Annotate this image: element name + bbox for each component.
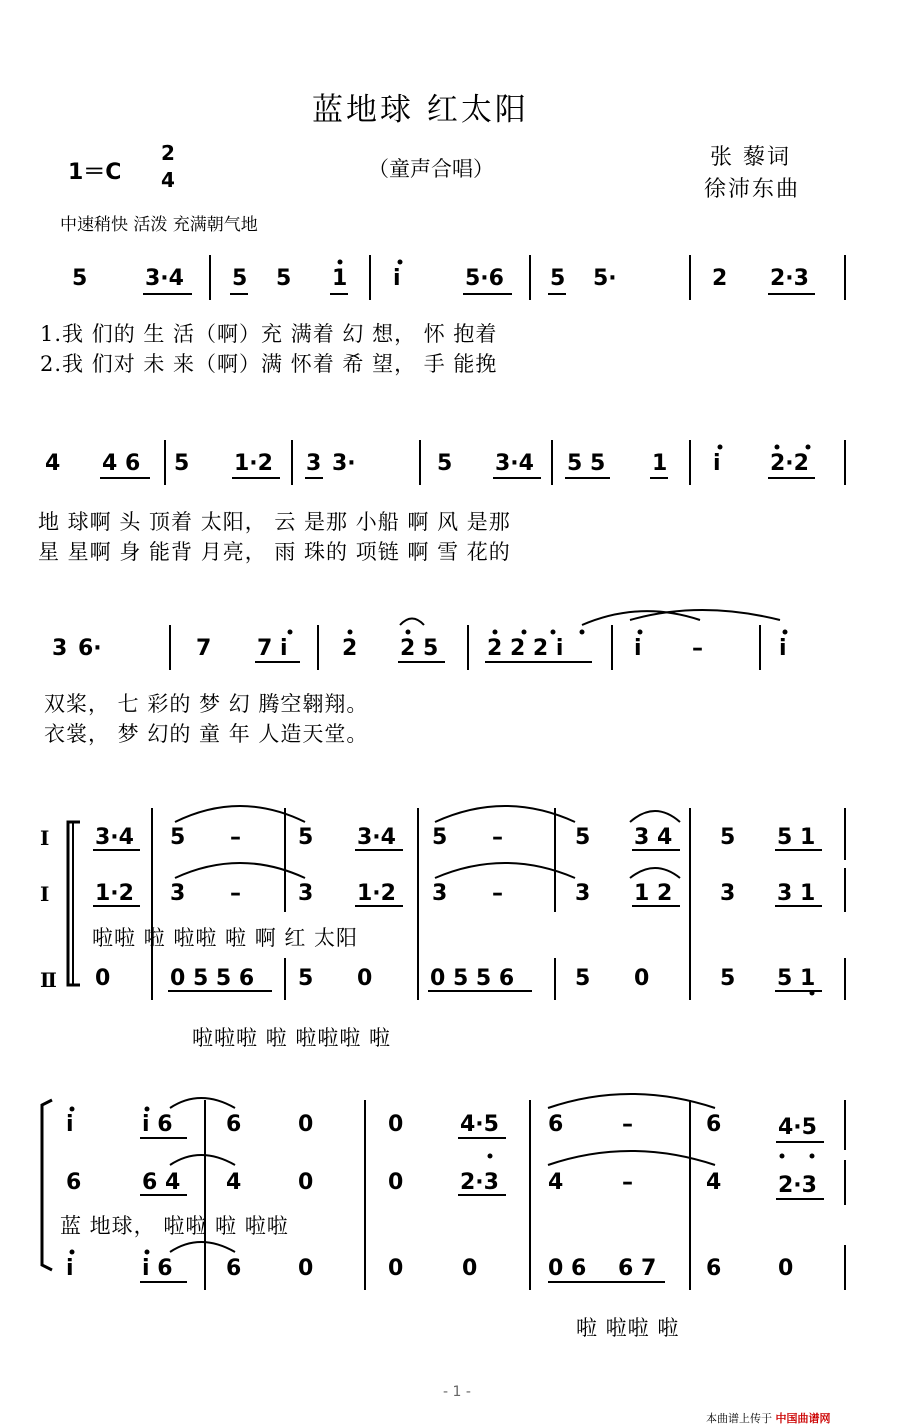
page-title: 蓝地球 红太阳 — [312, 92, 529, 128]
time-signature-denominator: 4 — [161, 168, 175, 192]
lyrics-system5-lower: 啦 啦啦 啦 — [576, 1316, 680, 1340]
lyrics-verse1-line2: 地 球啊 头 顶着 太阳， 云 是那 小船 啊 风 是那 — [38, 510, 511, 534]
lyrics-verse2-line3: 衣裳， 梦 幻的 童 年 人造天堂。 — [44, 722, 369, 746]
lyrics-verse2-line2: 星 星啊 身 能背 月亮， 雨 珠的 项链 啊 雪 花的 — [38, 540, 511, 564]
lyrics-system4-lower: 啦啦啦 啦 啦啦啦 啦 — [192, 1026, 392, 1050]
key-signature: 1＝C — [68, 160, 122, 185]
part-label-1: I — [40, 826, 50, 850]
watermark-prefix: 本曲谱上传于 — [706, 1412, 772, 1425]
lyrics-verse1-line1: 1.我 们的 生 活（啊）充 满着 幻 想， 怀 抱着 — [40, 322, 498, 346]
subtitle: （童声合唱） — [368, 157, 494, 181]
part-label-3: Ⅱ — [40, 968, 57, 992]
time-signature-numerator: 2 — [161, 141, 175, 165]
score-page: 蓝地球 红太阳 1＝C 2 4 （童声合唱） 张 藜词 徐沛东曲 中速稍快 活泼 充满朝气地 1.我 们的 生 活（啊）充 满着 幻 想， 怀 抱着 2.我 们对 未 来（啊）满 怀着 希 望， 手 能挽 地 球啊 头 顶着 太阳， 云 是那 小船 啊 风 是那 星 星啊 身 能背 月亮， 雨 珠的 项链 啊 雪 花的 双桨， 七 彩的 梦 幻 腾空翱翔。 衣裳， 梦 幻的 童 年 人造天堂。 啦啦 啦 啦啦 啦 啊 红 太阳 啦啦啦 啦 啦啦啦 啦 蓝 地球， 啦啦 啦 啦啦 啦 啦啦 啦 I I Ⅱ - 1 - 本曲谱上传于 中国曲谱网 5 3·4 5 5 1 i 5·6 5 5· 2 2·3 4 4 6 5 1·2 3 3· 5 3·4 5 5 1 i 2·2 3 6· 7 7 i 2 2 5 2 2 2 i i – i 3·4 5 – 5 3·4 5 – 5 3 4 5 5 1 1·2 3 – 3 1·2 3 – 3 1 2 3 3 1 0 0 5 5 6 5 0 0 5 5 6 5 0 5 5 1 i i 6 6 0 0 4·5 6 – 6 4·5 6 6 4 4 0 0 2·3 4 – 4 2·3 i i 6 6 0 0 0 0 6 6 7 6 0 — [0, 0, 900, 1428]
lyrics-system5-upper: 蓝 地球， 啦啦 啦 啦啦 — [60, 1214, 289, 1238]
composer-credit: 徐沛东曲 — [704, 177, 801, 202]
watermark-brand: 中国曲谱网 — [775, 1412, 831, 1425]
lyrics-system4-upper: 啦啦 啦 啦啦 啦 啊 红 太阳 — [92, 926, 359, 950]
lyrics-verse2-line1: 2.我 们对 未 来（啊）满 怀着 希 望， 手 能挽 — [40, 352, 498, 376]
page-number: - 1 - — [443, 1384, 471, 1400]
tempo-marking: 中速稍快 活泼 充满朝气地 — [60, 215, 258, 235]
part-label-2: I — [40, 882, 50, 906]
lyricist-credit: 张 藜词 — [710, 145, 791, 170]
lyrics-verse1-line3: 双桨， 七 彩的 梦 幻 腾空翱翔。 — [44, 692, 369, 716]
